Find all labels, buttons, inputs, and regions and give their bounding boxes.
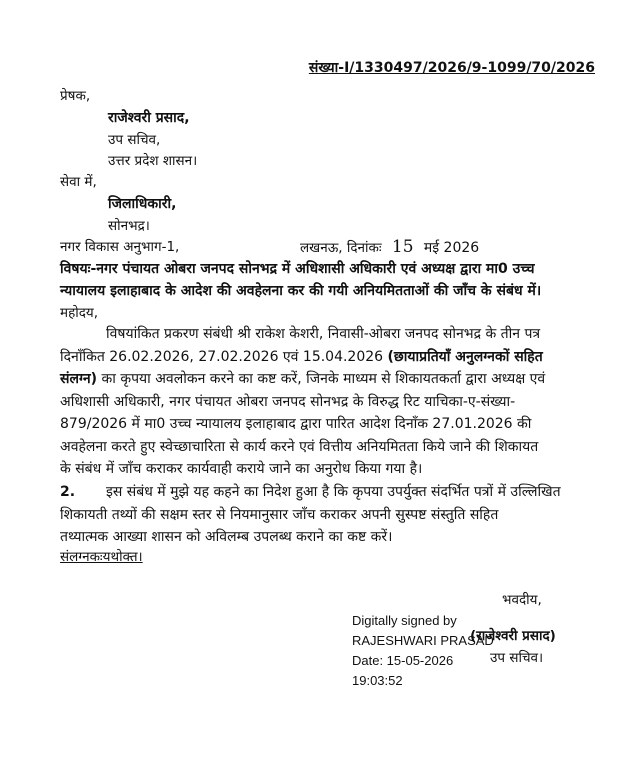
digital-signature-line-4: 19:03:52 xyxy=(352,673,403,688)
para1-line-4: अधिशासी अधिकारी, नगर पंचायत ओबरा जनपद सोनभद्र के विरुद्ध रिट याचिका-ए-संख्या- xyxy=(60,393,516,410)
reference-number: संख्या-I/1330497/2026/9-1099/70/2026 xyxy=(308,60,595,76)
month-year: मई 2026 xyxy=(423,240,480,256)
para1-line-6: अवहेलना करते हुए स्वेच्छाचारिता से कार्य करने एवं वित्तीय अनियमितता किये जाने की शिकायत xyxy=(60,438,539,455)
signatory-name: (राजेश्वरी प्रसाद) xyxy=(470,628,556,644)
para2-line-2: शिकायती तथ्यों की सक्षम स्तर से नियमानुसार जाँच कराकर अपनी सुस्पष्ट संस्तुति सहित xyxy=(60,506,499,523)
digital-signature-block xyxy=(352,611,494,691)
sender-label: प्रेषक, xyxy=(60,88,91,104)
section-name: नगर विकास अनुभाग-1, xyxy=(60,239,180,255)
sender-organisation: उत्तर प्रदेश शासन। xyxy=(108,153,198,169)
digital-signature-line-1: Digitally signed by xyxy=(352,613,457,628)
sender-designation: उप सचिव, xyxy=(108,132,161,148)
handwritten-day: 15 xyxy=(391,237,414,257)
para2-number: 2. xyxy=(60,484,76,500)
body-paragraph-1 xyxy=(60,323,595,481)
para1-line-3: का कृपया अवलोकन करने का कष्ट करें, जिनके माध्यम से शिकायतकर्ता द्वारा अध्यक्ष एवं xyxy=(97,371,546,387)
closing: भवदीय, xyxy=(502,592,542,608)
recipient-label: सेवा में, xyxy=(60,174,97,190)
body-paragraph-2 xyxy=(60,481,595,549)
recipient-designation: जिलाधिकारी, xyxy=(108,196,177,212)
para1-line-2-enclosure-note: (छायाप्रतियाँ अनुलग्नकों सहित xyxy=(387,348,543,365)
para1-line-5: 879/2026 में मा0 उच्च न्यायालय इलाहाबाद द्वारा पारित आदेश दिनाँक 27.01.2026 की xyxy=(60,416,532,432)
para1-line-2-dates: दिनाँकित 26.02.2026, 27.02.2026 एवं 15.04.2026 xyxy=(60,348,388,365)
digital-signature-line-3: Date: 15-05-2026 xyxy=(352,653,454,668)
recipient-place: सोनभद्र। xyxy=(108,218,150,234)
para1-line-1: विषयांकित प्रकरण संबंधी श्री राकेश केशरी, निवासी-ओबरा जनपद सोनभद्र के तीन पत्र xyxy=(106,326,541,342)
para1-line-7: के संबंध में जाँच कराकर कार्यवाही कराये जाने का अनुरोध किया गया है। xyxy=(60,461,423,477)
digital-signature-line-2: RAJESHWARI PRASAD xyxy=(352,633,494,648)
enclosure-note: संलग्नकःयथोक्त। xyxy=(60,549,143,565)
para2-line-1: इस संबंध में मुझे यह कहने का निदेश हुआ है कि कृपया उपर्युक्त संदर्भित पत्रों में उल्लिखित xyxy=(106,484,561,500)
sender-name: राजेश्वरी प्रसाद, xyxy=(108,110,190,126)
salutation: महोदय, xyxy=(60,305,99,321)
subject-line-2: न्यायालय इलाहाबाद के आदेश की अवहेलना कर की गयी अनियमितताओं की जाँच के संबंध में। xyxy=(60,283,542,299)
place-date-prefix: लखनऊ, दिनांकः xyxy=(300,240,382,256)
subject-line-1: विषयः-नगर पंचायत ओबरा जनपद सोनभद्र में अधिशासी अधिकारी एवं अध्यक्ष द्वारा मा0 उच्च xyxy=(60,261,535,277)
signatory-designation: उप सचिव। xyxy=(490,650,544,666)
para1-line-3-enclosure-note: संलग्न) xyxy=(60,371,98,387)
para2-line-3: तथ्यात्मक आख्या शासन को अविलम्ब उपलब्ध कराने का कष्ट करें। xyxy=(60,529,393,545)
